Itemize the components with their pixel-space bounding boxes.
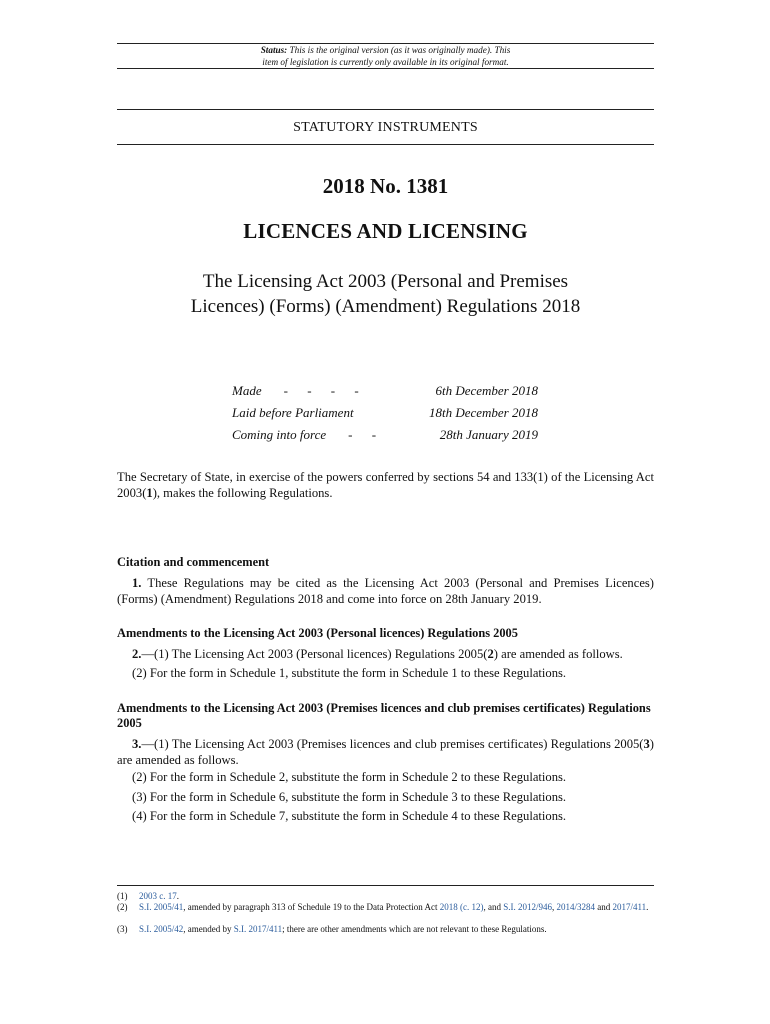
footnote-link[interactable]: S.I. 2005/42: [139, 924, 184, 934]
section-3-para-4: (4) For the form in Schedule 7, substitute the form in Schedule 4 to these Regulations.: [132, 809, 567, 823]
footnote-link[interactable]: 2014/3284: [556, 902, 595, 912]
footnote-number: (1): [117, 891, 128, 901]
section-1-body: These Regulations may be cited as the Licensing Act 2003 (Personal and Premises Licences) (Forms) (Amendment) Regulations 2018 and come into force on 28th January 2019.: [117, 576, 655, 606]
section-2-heading: Amendments to the Licensing Act 2003 (Personal licences) Regulations 2005: [117, 626, 518, 640]
footnote-text: and: [594, 902, 613, 912]
footnote-number: (2): [117, 902, 128, 912]
section-2-para-1-text: —(1) The Licensing Act 2003 (Personal licences) Regulations 2005(: [141, 647, 488, 661]
footnote-text: , amended by: [183, 924, 234, 934]
footnote-3: [117, 924, 654, 935]
title-line-1: The Licensing Act 2003 (Personal and Premises: [202, 271, 569, 292]
section-1-text: [117, 576, 654, 607]
status-line-2: item of legislation is currently only available in its original format.: [262, 57, 509, 67]
date-row-force: [232, 424, 538, 446]
status-label: Status:: [260, 45, 288, 55]
date-value: 28th January 2019: [439, 427, 538, 442]
dates-table: [232, 380, 538, 446]
date-label: Laid before Parliament: [232, 405, 354, 420]
footnote-2: [117, 902, 654, 913]
status-bottom-rule: [117, 68, 654, 69]
date-row-made: [232, 380, 538, 402]
section-3-para-1: [117, 737, 654, 768]
footnote-number: (3): [117, 924, 128, 934]
section-3-number: 3.: [132, 737, 142, 751]
section-3-para-1-text: —(1) The Licensing Act 2003 (Premises licences and club premises certificates) Regulations 2005(: [141, 737, 644, 751]
footnote-1: [117, 891, 654, 902]
section-3-para-2: (2) For the form in Schedule 2, substitute the form in Schedule 2 to these Regulations.: [132, 770, 567, 784]
section-1-heading: Citation and commencement: [117, 555, 270, 569]
footnote-text: , amended by paragraph 313 of Schedule 19 to the Data Protection Act: [183, 902, 440, 912]
subject-heading: LICENCES AND LICENSING: [243, 219, 528, 243]
section-2-para-1: [117, 647, 654, 663]
status-banner: [117, 44, 654, 68]
footnote-link[interactable]: S.I. 2005/41: [139, 902, 184, 912]
date-dashes: - - - -: [283, 383, 367, 398]
footnote-link[interactable]: 2017/411: [612, 902, 647, 912]
footnote-text: .: [646, 902, 649, 912]
preamble-footnote-ref[interactable]: 1: [146, 485, 153, 500]
date-dashes: - -: [348, 427, 385, 442]
footnotes-rule: [117, 885, 654, 886]
date-row-laid: [232, 402, 538, 424]
footnote-link[interactable]: 2003 c. 17: [139, 891, 177, 901]
date-label: Made: [232, 383, 262, 398]
date-label: Coming into force: [232, 427, 327, 442]
date-value: 18th December 2018: [428, 405, 538, 420]
title-line-2: Licences) (Forms) (Amendment) Regulations 2018: [190, 296, 581, 317]
series-heading: STATUTORY INSTRUMENTS: [293, 120, 478, 135]
section-3-heading: Amendments to the Licensing Act 2003 (Premises licences and club premises certificates) Regulations 2005: [117, 701, 651, 730]
date-value: 6th December 2018: [435, 383, 538, 398]
preamble: [117, 470, 654, 501]
preamble-text-b: ), makes the following Regulations.: [152, 485, 333, 500]
series-bottom-rule: [117, 144, 654, 145]
preamble-text-a: The Secretary of State, in exercise of the powers conferred by sections 54 and 133(1) of the Licensing Act 2003(: [117, 470, 654, 500]
series-top-rule: [117, 109, 654, 110]
section-3-para-3: (3) For the form in Schedule 6, substitute the form in Schedule 3 to these Regulations.: [132, 790, 567, 804]
footnote-link[interactable]: S.I. 2017/411: [233, 924, 283, 934]
footnote-text: ; there are other amendments which are not relevant to these Regulations.: [282, 924, 547, 934]
section-1-number: 1.: [132, 576, 142, 590]
section-3-footnote-ref[interactable]: 3: [643, 737, 650, 751]
regulations-title: [117, 269, 654, 319]
section-3-para-1-end: ) are amended as follows.: [117, 737, 654, 767]
footnote-text: , and: [483, 902, 504, 912]
footnote-text: ,: [551, 902, 557, 912]
section-2-footnote-ref[interactable]: 2: [487, 647, 494, 661]
section-2-number: 2.: [132, 647, 142, 661]
footnote-link[interactable]: 2018 (c. 12): [439, 902, 484, 912]
section-2-para-1-end: ) are amended as follows.: [493, 647, 623, 661]
status-line-1: This is the original version (as it was originally made). This: [289, 45, 511, 55]
footnote-link[interactable]: S.I. 2012/946: [503, 902, 552, 912]
instrument-number: 2018 No. 1381: [322, 174, 449, 198]
section-2-para-2: (2) For the form in Schedule 1, substitute the form in Schedule 1 to these Regulations.: [132, 666, 567, 680]
footnote-text: .: [176, 891, 179, 901]
